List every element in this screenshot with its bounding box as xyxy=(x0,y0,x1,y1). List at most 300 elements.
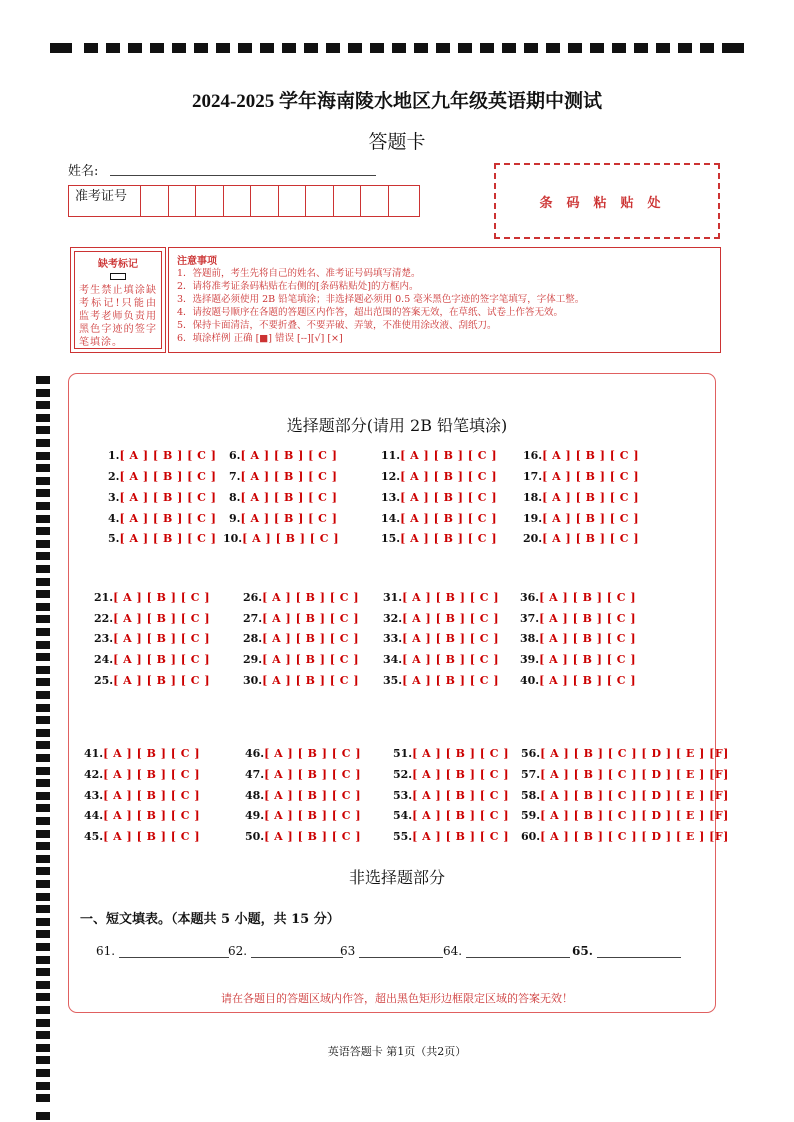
question-number: 7. xyxy=(229,470,241,483)
question-number: 49. xyxy=(245,809,265,822)
answer-options[interactable]: [ A ] [ B ] [ C ] xyxy=(262,632,360,645)
timing-mark xyxy=(414,43,428,53)
answer-options[interactable]: [ A ] [ B ] [ C ] xyxy=(402,653,500,666)
timing-mark xyxy=(36,855,50,863)
timing-mark xyxy=(36,767,50,775)
timing-mark xyxy=(458,43,472,53)
answer-options[interactable]: [ A ] [ B ] [ C ] xyxy=(539,632,637,645)
answer-options[interactable]: [ A ] [ B ] [ C ] xyxy=(262,674,360,687)
page-subtitle: 答题卡 xyxy=(368,131,426,153)
exam-id-cell[interactable] xyxy=(251,186,279,216)
question-item[interactable] xyxy=(243,612,359,625)
timing-mark xyxy=(36,1094,50,1102)
timing-mark xyxy=(546,43,560,53)
timing-mark xyxy=(216,43,230,53)
timing-mark xyxy=(238,43,252,53)
notes-title: 注意事项 xyxy=(177,256,217,267)
answer-options[interactable]: [ A ] [ B ] [ C ] xyxy=(412,747,510,760)
answer-options[interactable]: [ A ] [ B ] [ C ] xyxy=(113,674,211,687)
blank-line[interactable] xyxy=(597,945,681,958)
question-number: 42. xyxy=(84,768,104,781)
question-number: 37. xyxy=(520,612,540,625)
timing-mark xyxy=(568,43,582,53)
timing-mark xyxy=(36,666,50,674)
question-item[interactable] xyxy=(108,512,216,525)
timing-mark xyxy=(370,43,384,53)
timing-mark xyxy=(36,552,50,560)
question-item[interactable] xyxy=(245,809,361,822)
absent-mark-box xyxy=(70,247,166,353)
answer-options[interactable]: [ A ] [ B ] [ C ] xyxy=(113,612,211,625)
answer-options[interactable]: [ A ] [ B ] [ C ] xyxy=(262,653,360,666)
question-number: 24. xyxy=(94,653,114,666)
timing-mark xyxy=(36,527,50,535)
absent-checkbox[interactable] xyxy=(110,273,126,280)
question-item[interactable] xyxy=(521,768,729,781)
question-number: 5. xyxy=(108,532,120,545)
timing-mark xyxy=(36,704,50,712)
question-item[interactable] xyxy=(84,809,200,822)
question-item[interactable] xyxy=(381,491,497,504)
question-number: 51. xyxy=(393,747,413,760)
answer-options[interactable]: [ A ] [ B ] [ C ] xyxy=(113,591,211,604)
answer-options[interactable]: [ A ] [ B ] [ C ] xyxy=(113,632,211,645)
question-item[interactable] xyxy=(84,830,200,843)
timing-mark xyxy=(36,376,50,384)
question-item[interactable] xyxy=(383,632,499,645)
question-item[interactable] xyxy=(108,449,216,462)
question-number: 16. xyxy=(523,449,543,462)
timing-mark xyxy=(36,792,50,800)
question-number: 45. xyxy=(84,830,104,843)
answer-options[interactable]: [ A ] [ B ] [ C ] xyxy=(264,747,362,760)
question-item[interactable] xyxy=(223,532,339,545)
question-item[interactable] xyxy=(229,491,337,504)
question-item[interactable] xyxy=(94,612,210,625)
question-item[interactable] xyxy=(108,532,216,545)
question-item[interactable] xyxy=(523,449,639,462)
question-item[interactable] xyxy=(393,747,509,760)
blank-62[interactable] xyxy=(228,944,343,958)
notes-item: 4．请按题号顺序在各题的答题区内作答，超出范围的答案无效，在草纸、试卷上作答无效。 xyxy=(177,307,564,318)
warning-text: 请在各题目的答题区域内作答，超出黑色矩形边框限定区域的答案无效！ xyxy=(221,992,573,1005)
question-item[interactable] xyxy=(245,747,361,760)
answer-options[interactable]: [ A ] [ B ] [ C ] xyxy=(264,789,362,802)
timing-mark xyxy=(36,754,50,762)
timing-mark xyxy=(36,968,50,976)
timing-mark xyxy=(36,489,50,497)
answer-options[interactable]: [ A ] [ B ] [ C ] xyxy=(400,512,498,525)
question-number: 28. xyxy=(243,632,263,645)
answer-options[interactable]: [ A ] [ B ] [ C ] xyxy=(402,612,500,625)
answer-options[interactable]: [ A ] [ B ] [ C ] xyxy=(240,491,338,504)
answer-options[interactable]: [ A ] [ B ] [ C ] xyxy=(103,747,201,760)
timing-mark xyxy=(36,1006,50,1014)
timing-mark xyxy=(36,930,50,938)
question-item[interactable] xyxy=(383,674,499,687)
answer-options[interactable]: [ A ] [ B ] [ C ] xyxy=(262,612,360,625)
question-number: 53. xyxy=(393,789,413,802)
answer-options[interactable]: [ A ] [ B ] [ C ] xyxy=(542,532,640,545)
question-number: 56. xyxy=(521,747,541,760)
timing-mark xyxy=(36,540,50,548)
notes-item: 6．填涂样例 正确 [■] 错误 [--][√] [×] xyxy=(177,333,343,344)
timing-mark xyxy=(36,439,50,447)
timing-mark xyxy=(36,943,50,951)
question-number: 41. xyxy=(84,747,104,760)
timing-mark xyxy=(36,603,50,611)
question-number: 19. xyxy=(523,512,543,525)
timing-mark xyxy=(106,43,120,53)
timing-mark xyxy=(392,43,406,53)
question-number: 39. xyxy=(520,653,540,666)
question-item[interactable] xyxy=(523,491,639,504)
blank-63[interactable] xyxy=(340,944,443,958)
question-item[interactable] xyxy=(245,768,361,781)
answer-options[interactable]: [ A ] [ B ] [ C ] xyxy=(400,491,498,504)
timing-mark xyxy=(634,43,648,53)
timing-mark xyxy=(36,956,50,964)
answer-options[interactable]: [ A ] [ B ] [ C ] xyxy=(402,591,500,604)
question-item[interactable] xyxy=(229,470,337,483)
exam-id-cell[interactable] xyxy=(224,186,252,216)
blank-line[interactable] xyxy=(359,945,443,958)
question-number: 14. xyxy=(381,512,401,525)
question-item[interactable] xyxy=(383,591,499,604)
answer-options[interactable]: [ A ] [ B ] [ C ] xyxy=(402,674,500,687)
timing-mark xyxy=(36,817,50,825)
notes-item: 2．请将准考证条码粘贴在右侧的[条码粘贴处]的方框内。 xyxy=(177,281,419,292)
timing-mark xyxy=(36,893,50,901)
timing-mark xyxy=(36,641,50,649)
answer-options[interactable]: [ A ] [ B ] [ C ] xyxy=(103,830,201,843)
question-item[interactable] xyxy=(521,789,729,802)
answer-options[interactable]: [ A ] [ B ] [ C ] xyxy=(262,591,360,604)
answer-options[interactable]: [ A ] [ B ] [ C ] [ D ] [ E ] [F] xyxy=(540,747,729,760)
timing-mark xyxy=(656,43,670,53)
timing-mark xyxy=(36,477,50,485)
answer-options[interactable]: [ A ] [ B ] [ C ] [ D ] [ E ] [F] xyxy=(540,809,729,822)
exam-id-box xyxy=(68,185,420,217)
notes-item: 5．保持卡面清洁，不要折叠、不要弄破、弄皱，不准使用涂改液、刮纸刀。 xyxy=(177,320,497,331)
blank-line[interactable] xyxy=(466,945,570,958)
question-number: 59. xyxy=(521,809,541,822)
question-number: 33. xyxy=(383,632,403,645)
answer-options[interactable]: [ A ] [ B ] [ C ] xyxy=(412,830,510,843)
absent-text: 考生禁止填涂缺考标记!只能由监考老师负责用黑色字迹的签字笔填涂。 xyxy=(79,285,157,348)
answer-options[interactable]: [ A ] [ B ] [ C ] xyxy=(412,809,510,822)
answer-options[interactable]: [ A ] [ B ] [ C ] xyxy=(119,491,217,504)
question-number: 26. xyxy=(243,591,263,604)
question-number: 31. xyxy=(383,591,403,604)
question-item[interactable] xyxy=(520,612,636,625)
timing-mark xyxy=(36,565,50,573)
question-item[interactable] xyxy=(243,591,359,604)
timing-mark xyxy=(36,1019,50,1027)
timing-mark xyxy=(36,779,50,787)
timing-mark xyxy=(36,1031,50,1039)
timing-mark xyxy=(36,401,50,409)
question-item[interactable] xyxy=(393,809,509,822)
timing-mark xyxy=(36,842,50,850)
question-item[interactable] xyxy=(381,532,497,545)
answer-options[interactable]: [ A ] [ B ] [ C ] xyxy=(539,674,637,687)
answer-options[interactable]: [ A ] [ B ] [ C ] xyxy=(240,470,338,483)
answer-options[interactable]: [ A ] [ B ] [ C ] xyxy=(119,532,217,545)
question-number: 22. xyxy=(94,612,114,625)
timing-mark xyxy=(436,43,450,53)
answer-options[interactable]: [ A ] [ B ] [ C ] [ D ] [ E ] [F] xyxy=(540,830,729,843)
question-item[interactable] xyxy=(245,789,361,802)
question-number: 35. xyxy=(383,674,403,687)
answer-options[interactable]: [ A ] [ B ] [ C ] xyxy=(264,768,362,781)
timing-mark xyxy=(260,43,274,53)
name-label: 姓名: xyxy=(68,164,99,179)
timing-mark xyxy=(84,43,98,53)
exam-id-cell[interactable] xyxy=(196,186,224,216)
timing-mark xyxy=(524,43,538,53)
question-number: 27. xyxy=(243,612,263,625)
blank-64[interactable] xyxy=(443,944,570,958)
question-item[interactable] xyxy=(245,830,361,843)
timing-mark xyxy=(36,691,50,699)
notes-item: 3．选择题必须使用 2B 铅笔填涂；非选择题必须用 0.5 毫米黑色字迹的签字笔填写，字体工整。 xyxy=(177,294,585,305)
timing-mark xyxy=(128,43,142,53)
timing-mark xyxy=(502,43,516,53)
barcode-area xyxy=(494,163,720,239)
timing-mark xyxy=(326,43,340,53)
question-item[interactable] xyxy=(393,768,509,781)
question-item[interactable] xyxy=(520,674,636,687)
question-item[interactable] xyxy=(84,747,200,760)
question-number: 8. xyxy=(229,491,241,504)
answer-options[interactable]: [ A ] [ B ] [ C ] xyxy=(113,653,211,666)
answer-options[interactable]: [ A ] [ B ] [ C ] xyxy=(240,512,338,525)
question-item[interactable] xyxy=(84,789,200,802)
timing-mark xyxy=(36,804,50,812)
timing-mark xyxy=(36,729,50,737)
question-item[interactable] xyxy=(84,768,200,781)
timing-mark xyxy=(36,628,50,636)
blank-line[interactable] xyxy=(251,945,343,958)
answer-options[interactable]: [ A ] [ B ] [ C ] xyxy=(539,653,637,666)
question-item[interactable] xyxy=(108,470,216,483)
answer-options[interactable]: [ A ] [ B ] [ C ] xyxy=(264,809,362,822)
name-field[interactable] xyxy=(110,175,376,176)
question-item[interactable] xyxy=(383,612,499,625)
question-item[interactable] xyxy=(381,512,497,525)
question-item[interactable] xyxy=(521,830,729,843)
timing-mark xyxy=(36,981,50,989)
timing-mark xyxy=(36,452,50,460)
nonchoice-section-title: 非选择题部分 xyxy=(348,868,445,887)
timing-mark xyxy=(36,578,50,586)
answer-options[interactable]: [ A ] [ B ] [ C ] xyxy=(542,470,640,483)
question-item[interactable] xyxy=(94,591,210,604)
answer-options[interactable]: [ A ] [ B ] [ C ] [ D ] [ E ] [F] xyxy=(540,768,729,781)
timing-mark xyxy=(150,43,164,53)
question-number: 57. xyxy=(521,768,541,781)
blank-number: 61. xyxy=(96,944,116,958)
timing-mark xyxy=(36,830,50,838)
question-number: 29. xyxy=(243,653,263,666)
question-item[interactable] xyxy=(108,491,216,504)
answer-options[interactable]: [ A ] [ B ] [ C ] xyxy=(539,612,637,625)
timing-mark xyxy=(36,615,50,623)
answer-options[interactable]: [ A ] [ B ] [ C ] xyxy=(400,532,498,545)
answer-options[interactable]: [ A ] [ B ] [ C ] xyxy=(412,789,510,802)
timing-mark xyxy=(36,905,50,913)
question-number: 36. xyxy=(520,591,540,604)
answer-options[interactable]: [ A ] [ B ] [ C ] xyxy=(539,591,637,604)
answer-options[interactable]: [ A ] [ B ] [ C ] xyxy=(119,449,217,462)
exam-id-cell[interactable] xyxy=(279,186,307,216)
question-number: 6. xyxy=(229,449,241,462)
blank-65[interactable] xyxy=(572,944,681,958)
question-item[interactable] xyxy=(523,512,639,525)
question-item[interactable] xyxy=(383,653,499,666)
answer-options[interactable]: [ A ] [ B ] [ C ] xyxy=(412,768,510,781)
answer-options[interactable]: [ A ] [ B ] [ C ] xyxy=(402,632,500,645)
question-number: 46. xyxy=(245,747,265,760)
timing-mark xyxy=(36,502,50,510)
blank-61[interactable] xyxy=(96,944,229,958)
answer-options[interactable]: [ A ] [ B ] [ C ] xyxy=(240,449,338,462)
question-number: 25. xyxy=(94,674,114,687)
top-timing-marks xyxy=(50,43,745,55)
question-number: 58. xyxy=(521,789,541,802)
answer-options[interactable]: [ A ] [ B ] [ C ] xyxy=(103,809,201,822)
question-number: 32. xyxy=(383,612,403,625)
timing-mark xyxy=(36,716,50,724)
question-item[interactable] xyxy=(520,653,636,666)
question-item[interactable] xyxy=(523,532,639,545)
exam-id-cell[interactable] xyxy=(361,186,389,216)
part1-title: 一、短文填表。（本题共 5 小题，共 15 分） xyxy=(80,912,340,927)
question-item[interactable] xyxy=(381,470,497,483)
question-number: 4. xyxy=(108,512,120,525)
blank-line[interactable] xyxy=(119,945,229,958)
answer-options[interactable]: [ A ] [ B ] [ C ] [ D ] [ E ] [F] xyxy=(540,789,729,802)
question-item[interactable] xyxy=(229,512,337,525)
question-number: 1. xyxy=(108,449,120,462)
question-item[interactable] xyxy=(94,632,210,645)
question-item[interactable] xyxy=(243,632,359,645)
question-number: 43. xyxy=(84,789,104,802)
barcode-label: 条码粘贴处 xyxy=(539,195,675,211)
timing-mark xyxy=(36,741,50,749)
blank-number: 62. xyxy=(228,944,248,958)
question-item[interactable] xyxy=(381,449,497,462)
timing-mark xyxy=(304,43,318,53)
question-number: 18. xyxy=(523,491,543,504)
timing-mark xyxy=(36,678,50,686)
question-item[interactable] xyxy=(243,653,359,666)
question-number: 17. xyxy=(523,470,543,483)
answer-options[interactable]: [ A ] [ B ] [ C ] xyxy=(119,470,217,483)
question-number: 47. xyxy=(245,768,265,781)
question-item[interactable] xyxy=(520,632,636,645)
question-number: 60. xyxy=(521,830,541,843)
question-number: 3. xyxy=(108,491,120,504)
timing-mark xyxy=(348,43,362,53)
question-item[interactable] xyxy=(229,449,337,462)
question-item[interactable] xyxy=(520,591,636,604)
question-item[interactable] xyxy=(521,809,729,822)
question-number: 21. xyxy=(94,591,114,604)
answer-options[interactable]: [ A ] [ B ] [ C ] xyxy=(242,532,340,545)
exam-id-cell[interactable] xyxy=(306,186,334,216)
timing-mark xyxy=(36,515,50,523)
question-item[interactable] xyxy=(393,830,509,843)
timing-mark xyxy=(282,43,296,53)
answer-options[interactable]: [ A ] [ B ] [ C ] xyxy=(119,512,217,525)
timing-mark xyxy=(700,43,714,53)
timing-mark xyxy=(36,1069,50,1077)
question-item[interactable] xyxy=(521,747,729,760)
blank-number: 65. xyxy=(572,944,593,958)
question-item[interactable] xyxy=(243,674,359,687)
timing-mark xyxy=(722,43,744,53)
question-item[interactable] xyxy=(94,653,210,666)
question-number: 44. xyxy=(84,809,104,822)
question-number: 10. xyxy=(223,532,243,545)
absent-title: 缺考标记 xyxy=(98,259,138,270)
page-footer: 英语答题卡 第1页（共2页） xyxy=(327,1045,467,1058)
question-item[interactable] xyxy=(523,470,639,483)
blank-number: 63 xyxy=(340,944,356,958)
timing-mark xyxy=(36,918,50,926)
question-number: 34. xyxy=(383,653,403,666)
timing-mark xyxy=(678,43,692,53)
question-number: 54. xyxy=(393,809,413,822)
question-number: 20. xyxy=(523,532,543,545)
timing-mark xyxy=(50,43,72,53)
timing-mark xyxy=(612,43,626,53)
exam-id-cell[interactable] xyxy=(389,186,417,216)
choice-section-title: 选择题部分(请用 2B 铅笔填涂) xyxy=(286,416,508,435)
answer-options[interactable]: [ A ] [ B ] [ C ] xyxy=(400,470,498,483)
question-item[interactable] xyxy=(94,674,210,687)
answer-options[interactable]: [ A ] [ B ] [ C ] xyxy=(542,512,640,525)
question-number: 50. xyxy=(245,830,265,843)
exam-id-cell[interactable] xyxy=(334,186,362,216)
exam-id-cell[interactable] xyxy=(141,186,169,216)
question-number: 15. xyxy=(381,532,401,545)
answer-options[interactable]: [ A ] [ B ] [ C ] xyxy=(542,491,640,504)
timing-mark xyxy=(36,590,50,598)
answer-options[interactable]: [ A ] [ B ] [ C ] xyxy=(103,789,201,802)
timing-mark xyxy=(480,43,494,53)
timing-mark xyxy=(36,1082,50,1090)
timing-mark xyxy=(36,653,50,661)
question-number: 38. xyxy=(520,632,540,645)
answer-options[interactable]: [ A ] [ B ] [ C ] xyxy=(542,449,640,462)
timing-mark xyxy=(590,43,604,53)
question-item[interactable] xyxy=(393,789,509,802)
answer-options[interactable]: [ A ] [ B ] [ C ] xyxy=(103,768,201,781)
question-number: 2. xyxy=(108,470,120,483)
question-number: 55. xyxy=(393,830,413,843)
answer-options[interactable]: [ A ] [ B ] [ C ] xyxy=(400,449,498,462)
notes-box xyxy=(168,247,721,353)
answer-options[interactable]: [ A ] [ B ] [ C ] xyxy=(264,830,362,843)
timing-mark xyxy=(194,43,208,53)
question-number: 12. xyxy=(381,470,401,483)
timing-mark xyxy=(36,389,50,397)
question-number: 48. xyxy=(245,789,265,802)
exam-id-cell[interactable] xyxy=(169,186,197,216)
